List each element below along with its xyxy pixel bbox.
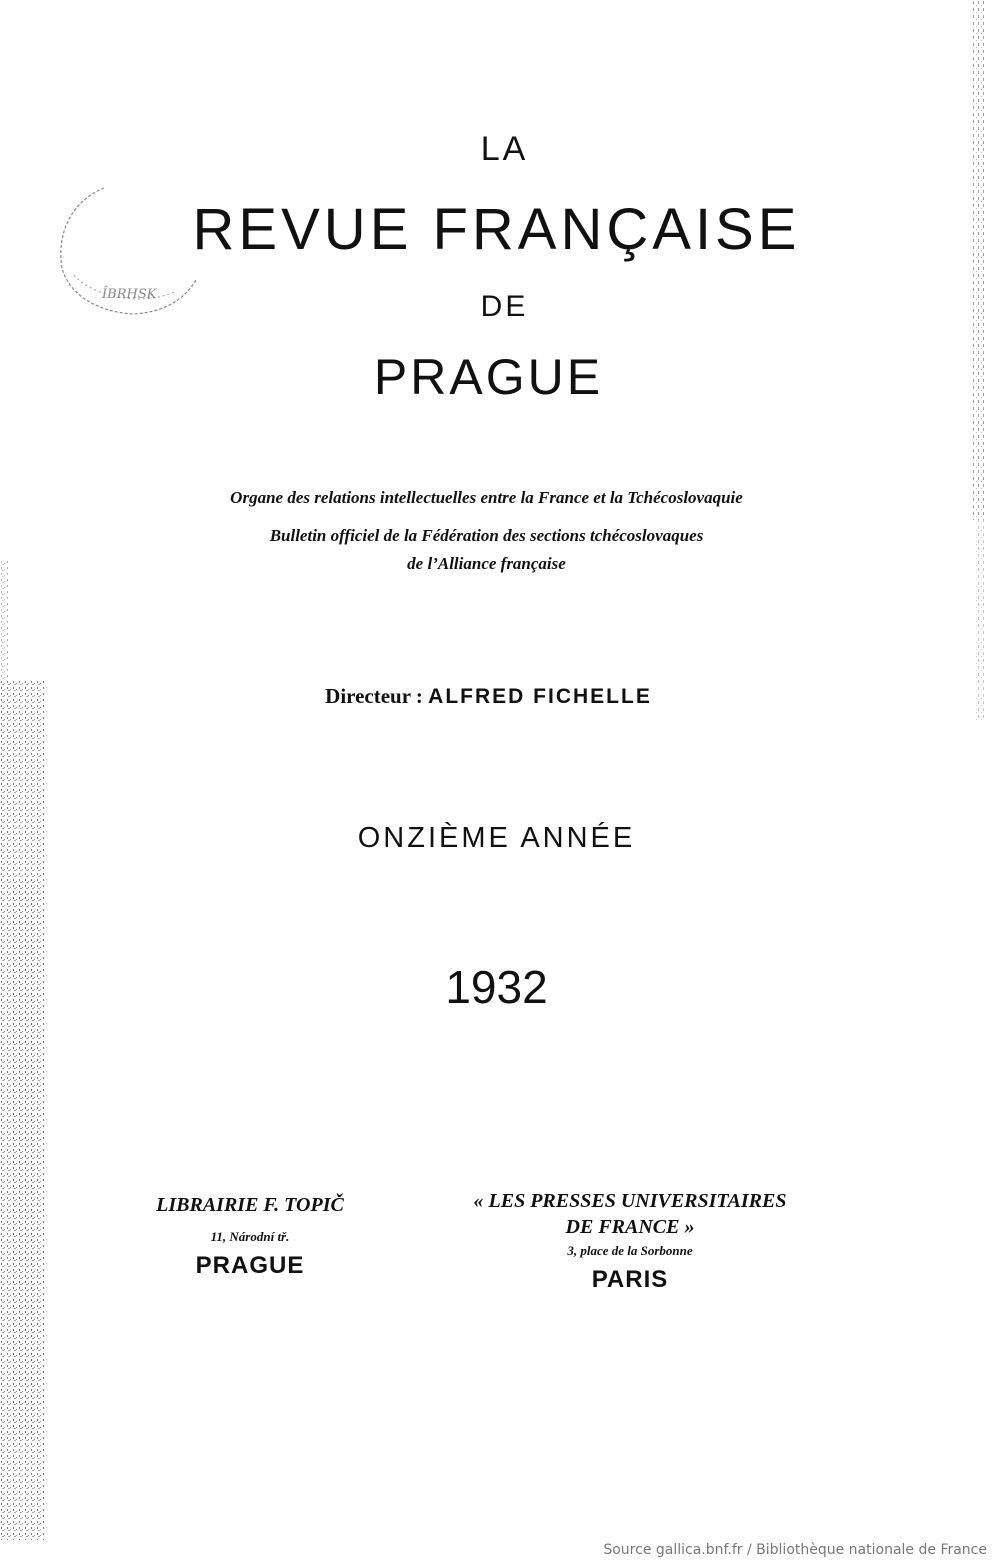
title-line-de: DE: [480, 290, 529, 323]
subtitle-bulletin-line2: de l’Alliance française: [407, 554, 566, 573]
director-name: ALFRED FICHELLE: [428, 685, 652, 708]
publisher-left-name: LIBRAIRIE F. TOPIČ: [156, 1194, 344, 1216]
edition-label: ONZIÈME ANNÉE: [357, 822, 636, 854]
publisher-right-city: PARIS: [591, 1266, 669, 1293]
title-line-prague: PRAGUE: [373, 349, 604, 405]
edition-year: 1932: [445, 961, 548, 1013]
scan-edge-left-icon: [0, 560, 60, 1540]
publisher-left-address: 11, Národní tř.: [210, 1229, 290, 1244]
publisher-left: [100, 1192, 400, 1280]
source-credit: Source gallica.bnf.fr / Bibliothèque nationale de France: [603, 1542, 987, 1558]
director-line: [0, 684, 985, 709]
publisher-right: [440, 1188, 820, 1294]
publisher-left-city: PRAGUE: [195, 1252, 305, 1279]
title-line-revue-francaise: REVUE FRANÇAISE: [192, 197, 801, 262]
publisher-right-name: « LES PRESSES UNIVERSITAIRES DE FRANCE »: [473, 1190, 787, 1238]
scan-edge-right-icon: [966, 0, 993, 720]
subtitle-organe: Organe des relations intellectuelles entre la France et la Tchécoslovaquie: [230, 488, 743, 507]
publisher-right-address: 3, place de la Sorbonne: [567, 1243, 693, 1258]
svg-text:ÎBRHSK: ÎBRHSK: [102, 287, 157, 302]
subtitle-bulletin: [0, 522, 983, 578]
title-line-la: LA: [480, 130, 529, 168]
director-label: Directeur :: [325, 684, 423, 708]
subtitle-bulletin-line1: Bulletin officiel de la Fédération des sections tchécoslovaques: [269, 526, 704, 545]
